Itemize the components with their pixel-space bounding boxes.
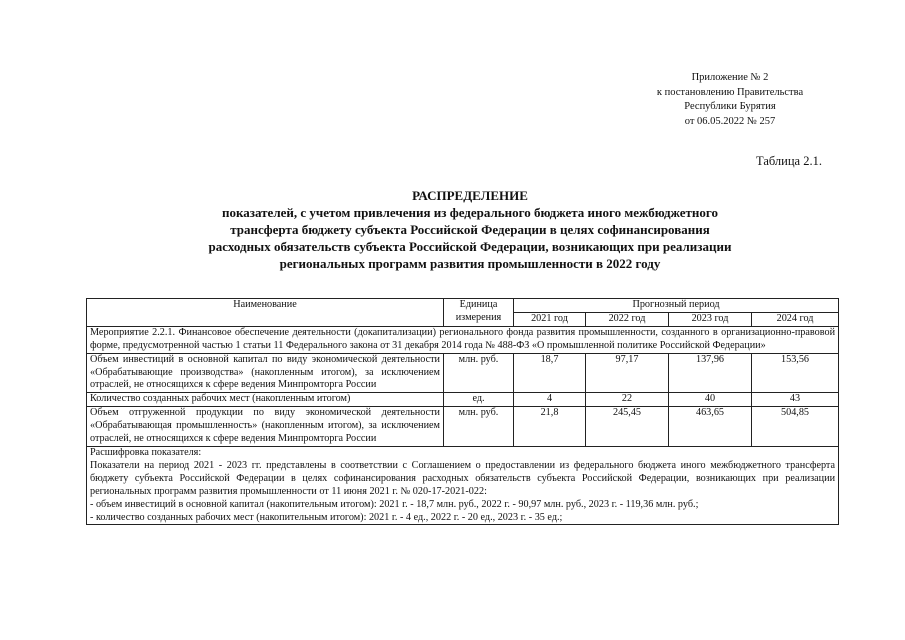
header-unit-line-1: Единица bbox=[459, 299, 498, 310]
indicators-table bbox=[86, 298, 839, 525]
row-name: Количество созданных рабочих мест (накопленным итогом) bbox=[87, 393, 444, 407]
table-row bbox=[87, 353, 839, 393]
row-value-2022: 22 bbox=[586, 393, 669, 407]
title-line-4: региональных программ развития промышленности в 2022 году bbox=[279, 256, 661, 271]
header-forecast: Прогнозный период bbox=[514, 299, 839, 313]
table-number: Таблица 2.1. bbox=[756, 154, 822, 168]
table-row bbox=[87, 393, 839, 407]
header-unit bbox=[444, 299, 514, 327]
row-value-2022: 97,17 bbox=[586, 353, 669, 393]
activity-row bbox=[87, 326, 839, 353]
header-name: Наименование bbox=[87, 299, 444, 327]
row-value-2021: 21,8 bbox=[514, 407, 586, 447]
title-heading: РАСПРЕДЕЛЕНИЕ bbox=[412, 188, 528, 203]
appendix-line-3: Республики Бурятия bbox=[684, 101, 776, 112]
title-line-1: показателей, с учетом привлечения из федерального бюджета иного межбюджетного bbox=[222, 205, 718, 220]
appendix-line-1: Приложение № 2 bbox=[691, 72, 769, 83]
row-value-2023: 463,65 bbox=[669, 407, 752, 447]
table-row bbox=[87, 407, 839, 447]
row-value-2024: 504,85 bbox=[752, 407, 839, 447]
row-unit: млн. руб. bbox=[444, 353, 514, 393]
row-value-2024: 153,56 bbox=[752, 353, 839, 393]
row-name: Объем отгруженной продукции по виду экономической деятельности «Обрабатывающая промышленность» (накопленным итогом), за исключением отраслей, не относящихся к сфере ведения Минпромторга России bbox=[87, 407, 444, 447]
document-title bbox=[120, 187, 820, 272]
activity-text: Мероприятие 2.2.1. Финансовое обеспечение деятельности (докапитализации) регионального фонда развития промышленности, созданного в организационно-правовой форме, предусмотренной частью 1 статьи 11 Федерального закона от 31 декабря 2014 года № 488-ФЗ «О промышленной политике Российской Федерации» bbox=[87, 326, 839, 353]
notes-bullet-investments: - объем инвестиций в основной капитал (накопительным итогом): 2021 г. - 18,7 млн. руб., 2022 г. - 90,97 млн. руб., 2023 г. - 119,36 млн. руб.; bbox=[90, 498, 699, 510]
table-header-row bbox=[87, 299, 839, 313]
row-value-2023: 40 bbox=[669, 393, 752, 407]
appendix-line-2: к постановлению Правительства bbox=[656, 86, 804, 98]
row-value-2023: 137,96 bbox=[669, 353, 752, 393]
row-name: Объем инвестиций в основной капитал по виду экономической деятельности «Обрабатывающие производства» (накопленным итогом), за исключением отраслей, не относящихся к сфере ведения Минпромторга России bbox=[87, 353, 444, 393]
row-value-2021: 4 bbox=[514, 393, 586, 407]
row-value-2022: 245,45 bbox=[586, 407, 669, 447]
title-line-2: трансферта бюджету субъекта Российской Федерации в целях софинансирования bbox=[230, 222, 710, 237]
row-unit: млн. руб. bbox=[444, 407, 514, 447]
row-value-2024: 43 bbox=[752, 393, 839, 407]
header-year-2023: 2023 год bbox=[669, 312, 752, 326]
header-year-2021: 2021 год bbox=[514, 312, 586, 326]
appendix-block bbox=[600, 71, 860, 129]
row-unit: ед. bbox=[444, 393, 514, 407]
header-year-2022: 2022 год bbox=[586, 312, 669, 326]
notes-row bbox=[87, 446, 839, 524]
notes-cell bbox=[87, 446, 839, 524]
notes-heading: Расшифровка показателя: bbox=[90, 446, 202, 458]
notes-paragraph: Показатели на период 2021 - 2023 гг. представлены в соответствии с Соглашением о предоставлении из федерального бюджета иного межбюджетного трансферта бюджету субъекта Российской Федерации в целях софинансирования расходных обязательств субъекта Российской Федерации, возникающих при реализации региональных программ развития промышленности от 11 июня 2021 г. № 020-17-2021-022: bbox=[90, 459, 836, 497]
row-value-2021: 18,7 bbox=[514, 353, 586, 393]
appendix-line-4: от 06.05.2022 № 257 bbox=[684, 115, 776, 127]
header-unit-line-2: измерения bbox=[455, 311, 502, 323]
title-line-3: расходных обязательств субъекта Российской Федерации, возникающих при реализации bbox=[208, 239, 732, 254]
header-year-2024: 2024 год bbox=[752, 312, 839, 326]
notes-bullet-jobs: - количество созданных рабочих мест (накопительным итогом): 2021 г. - 4 ед., 2022 г. - 20 ед., 2023 г. - 35 ед.; bbox=[90, 511, 563, 523]
